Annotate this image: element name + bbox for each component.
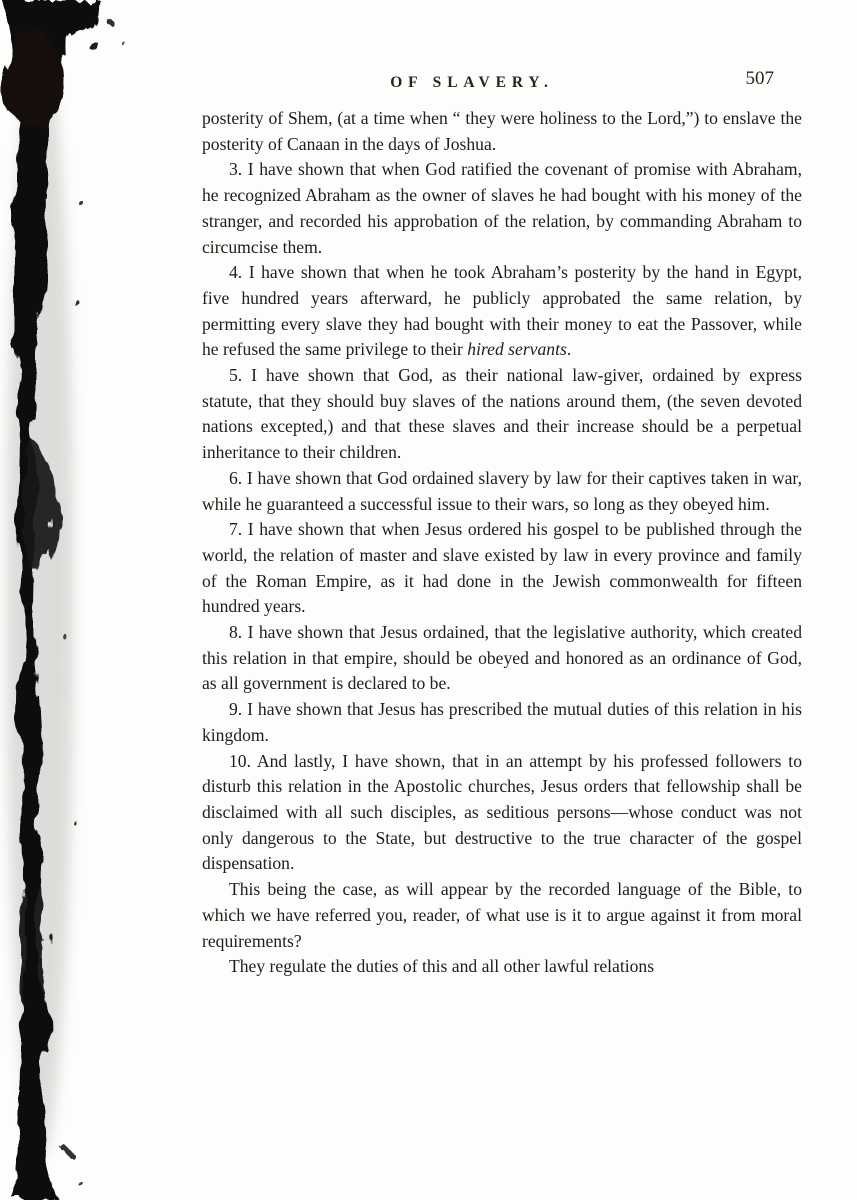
page-paragraphs [202, 106, 802, 980]
body-text: 10. And lastly, I have shown, that in an attempt by his professed followers to disturb this relation in the Apostolic churches, Jesus orders that fellowship shall be disclaimed with all such disciples, as seditious persons—whose conduct was not only dangerous to the State, but destructive to the true character of the gospel dispensation. [202, 750, 802, 874]
paragraph [202, 954, 802, 980]
paragraph [202, 877, 802, 954]
body-text: 6. I have shown that God ordained slavery by law for their captives taken in war, while he guaranteed a successful issue to their wars, so long as they obeyed him. [202, 467, 802, 514]
paragraph [202, 749, 802, 878]
paragraph [202, 363, 802, 466]
body-text: posterity of Shem, (at a time when “ they were holiness to the Lord,”) to enslave the posterity of Canaan in the days of Joshua. [202, 108, 802, 154]
italic-text: hired servants [467, 339, 567, 360]
body-text: 7. I have shown that when Jesus ordered his gospel to be published through the world, the relation of master and slave existed by law in every province and family of the Roman Empire, as it had done in the Jewish commonwealth for fifteen hundred years. [202, 519, 802, 617]
body-text: 5. I have shown that God, as their national law-giver, ordained by express statute, that they should buy slaves of the nations around them, (the seven devoted nations excepted,) and that these slaves and their increase should be a perpetual inheritance to their children. [202, 365, 802, 463]
scan-binding-artifact [0, 0, 150, 1200]
page-number: 507 [745, 68, 774, 89]
running-title: OF SLAVERY. [390, 74, 554, 91]
page-header [202, 68, 802, 96]
paragraph [202, 697, 802, 748]
paragraph [202, 517, 802, 620]
paragraph [202, 157, 802, 260]
body-text: This being the case, as will appear by the recorded language of the Bible, to which we have referred you, reader, of what use is it to argue against it from moral requirements? [202, 879, 802, 951]
body-text: . [566, 339, 572, 360]
body-text: They regulate the duties of this and all other lawful relations [229, 956, 655, 977]
paragraph [202, 466, 802, 517]
body-text: 8. I have shown that Jesus ordained, that the legislative authority, which created this relation in that empire, should be obeyed and honored as an ordinance of God, as all government is declared to be. [202, 622, 802, 694]
body-text: 3. I have shown that when God ratified the covenant of promise with Abraham, he recognized Abraham as the owner of slaves he had bought with his money of the stranger, and recorded his approbation of the relation, by commanding Abraham to circumcise them. [202, 159, 802, 257]
paragraph [202, 620, 802, 697]
body-text: 9. I have shown that Jesus has prescribed the mutual duties of this relation in his kingdom. [202, 699, 802, 745]
page-body [202, 106, 802, 980]
paragraph [202, 260, 802, 363]
body-text: 4. I have shown that when he took Abraham’s posterity by the hand in Egypt, five hundred years afterward, he publicly approbated the same relation, by permitting every slave they had bought with their money to eat the Passover, while he refused the same privilege to their [202, 262, 802, 360]
paragraph [202, 106, 802, 157]
